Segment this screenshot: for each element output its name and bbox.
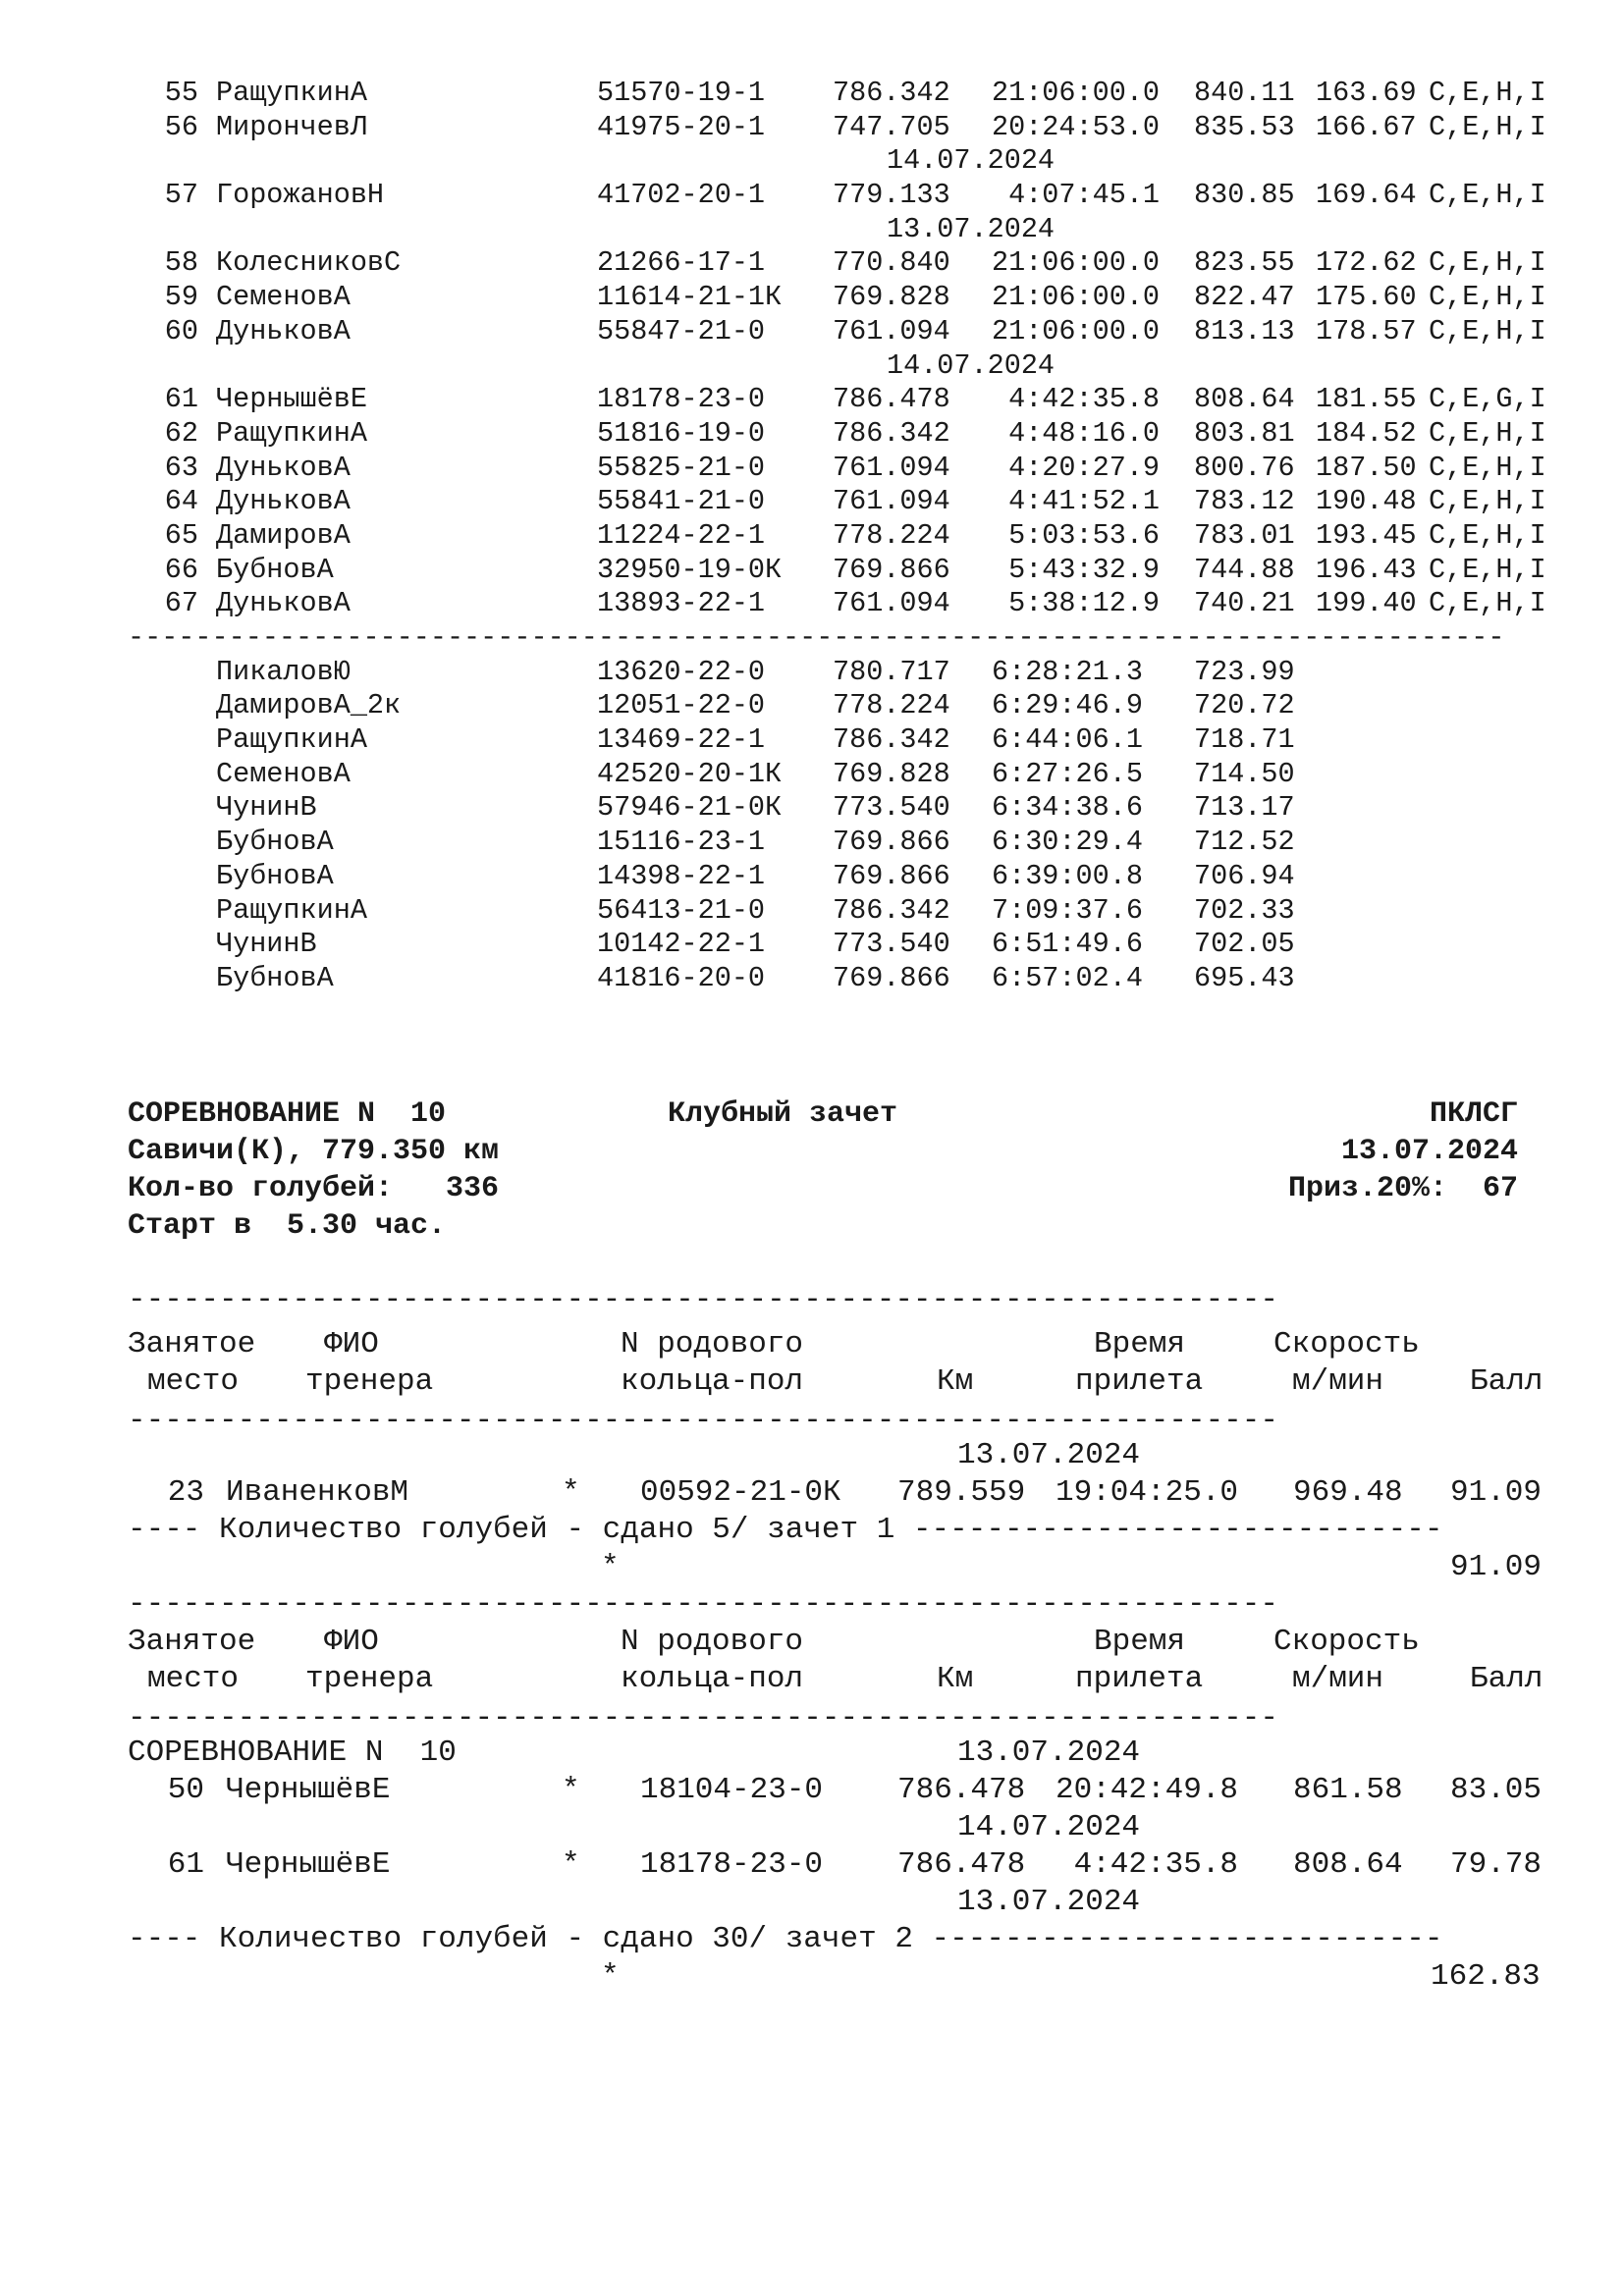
speed: 714.50 bbox=[1194, 757, 1295, 790]
divider: --------------------------------------------------------------- bbox=[128, 1701, 1278, 1735]
category-flags: С,Е,Н,I bbox=[1429, 246, 1546, 280]
category-flags: С,Е,Н,I bbox=[1429, 110, 1546, 143]
place: 58 bbox=[164, 246, 198, 280]
place: 61 bbox=[167, 1847, 204, 1882]
category-flags: С,Е,Н,I bbox=[1429, 518, 1546, 552]
table-row bbox=[128, 689, 1581, 723]
distance-km: 761.094 bbox=[833, 314, 950, 347]
table-row bbox=[128, 452, 1581, 486]
pigeon-count: Кол-во голубей: 336 bbox=[128, 1172, 500, 1205]
total-points: 162.83 bbox=[1431, 1959, 1541, 1994]
prize-count: Приз.20%: 67 bbox=[1287, 1172, 1518, 1205]
trainer-name: ЧернышёвЕ bbox=[226, 1847, 391, 1882]
ring-number: 51570-19-1 bbox=[597, 77, 766, 109]
points: 193.45 bbox=[1316, 518, 1417, 552]
divider: --------------------------------------------------------------- bbox=[128, 1404, 1278, 1438]
trainer-name: БубновА bbox=[216, 553, 334, 586]
summary-line: ---- Количество голубей - сдано 5/ зачет 1 ----------------------------- bbox=[128, 1513, 1443, 1547]
table-row bbox=[128, 656, 1581, 690]
arrival-time: 5:43:32.9 bbox=[992, 553, 1161, 586]
speed: 823.55 bbox=[1194, 246, 1295, 280]
category-flags: С,Е,Н,I bbox=[1429, 587, 1546, 620]
speed: 813.13 bbox=[1194, 314, 1295, 347]
speed: 702.05 bbox=[1194, 928, 1295, 961]
col-header-place-2: место bbox=[147, 1662, 240, 1696]
col-header-ring: N родового bbox=[621, 1327, 804, 1362]
place: 57 bbox=[164, 179, 198, 212]
distance-km: 769.828 bbox=[833, 757, 950, 790]
place: 56 bbox=[164, 110, 198, 143]
date-line bbox=[128, 213, 1581, 247]
speed: 808.64 bbox=[1194, 383, 1295, 416]
trainer-name: ИваненковМ bbox=[226, 1475, 409, 1510]
trainer-name: ЧернышёвЕ bbox=[216, 383, 367, 416]
ring-number: 00592-21-0К bbox=[640, 1475, 841, 1510]
table-row bbox=[128, 587, 1581, 621]
place: 65 bbox=[164, 518, 198, 552]
category-flags: С,Е,Н,I bbox=[1429, 451, 1546, 484]
ring-number: 13620-22-0 bbox=[597, 655, 766, 688]
distance-km: 786.478 bbox=[833, 383, 950, 416]
table-row bbox=[128, 179, 1581, 213]
arrival-time: 20:24:53.0 bbox=[992, 110, 1161, 143]
ring-number: 10142-22-1 bbox=[597, 928, 766, 961]
trainer-name: ЧунинВ bbox=[216, 791, 317, 825]
col-header-place: Занятое bbox=[128, 1625, 256, 1659]
arrival-time: 21:06:00.0 bbox=[992, 77, 1161, 109]
speed: 702.33 bbox=[1194, 893, 1295, 927]
divider: --------------------------------------------------------------- bbox=[128, 1283, 1278, 1317]
speed: 706.94 bbox=[1194, 859, 1295, 892]
distance-km: 769.866 bbox=[833, 859, 950, 892]
speed: 783.01 bbox=[1194, 518, 1295, 552]
results-table bbox=[128, 77, 1581, 996]
arrival-time: 6:28:21.3 bbox=[992, 655, 1143, 688]
category-flags: С,Е,Н,I bbox=[1429, 314, 1546, 347]
arrival-time: 21:06:00.0 bbox=[992, 314, 1161, 347]
category-flags: С,Е,Н,I bbox=[1429, 485, 1546, 518]
total-star: * bbox=[601, 1959, 620, 1994]
distance-km: 761.094 bbox=[833, 451, 950, 484]
trainer-name: БубновА bbox=[216, 961, 334, 994]
col-header-speed: Скорость bbox=[1273, 1625, 1420, 1659]
speed: 840.11 bbox=[1194, 77, 1295, 109]
star-marker: * bbox=[562, 1773, 580, 1807]
ring-number: 41702-20-1 bbox=[597, 179, 766, 212]
table-row bbox=[128, 826, 1581, 860]
trainer-name: ДуньковА bbox=[216, 451, 351, 484]
arrival-time: 7:09:37.6 bbox=[992, 893, 1143, 927]
trainer-name: ЧернышёвЕ bbox=[226, 1773, 391, 1807]
arrival-time: 4:48:16.0 bbox=[992, 416, 1161, 450]
speed: 744.88 bbox=[1194, 553, 1295, 586]
arrival-time: 21:06:00.0 bbox=[992, 246, 1161, 280]
divider-dashes: ---------------------------------------------------------------------------------- bbox=[128, 621, 1505, 654]
table-row bbox=[128, 111, 1581, 145]
col-header-ring: N родового bbox=[621, 1625, 804, 1659]
table-row bbox=[128, 77, 1581, 111]
ring-number: 55825-21-0 bbox=[597, 451, 766, 484]
ring-number: 57946-21-0К bbox=[597, 791, 783, 825]
table-row bbox=[128, 894, 1581, 929]
place: 61 bbox=[164, 383, 198, 416]
points: 199.40 bbox=[1316, 587, 1417, 620]
distance-km: 769.866 bbox=[833, 826, 950, 859]
place: 50 bbox=[167, 1773, 204, 1807]
points: 184.52 bbox=[1316, 416, 1417, 450]
star-marker: * bbox=[562, 1475, 580, 1510]
ring-number: 13893-22-1 bbox=[597, 587, 766, 620]
speed: 740.21 bbox=[1194, 587, 1295, 620]
ring-number: 18104-23-0 bbox=[640, 1773, 824, 1807]
place: 59 bbox=[164, 281, 198, 314]
table-row bbox=[128, 485, 1581, 519]
ring-number: 55841-21-0 bbox=[597, 485, 766, 518]
distance-km: 778.224 bbox=[833, 518, 950, 552]
start-time: Старт в 5.30 час. bbox=[128, 1209, 447, 1243]
ring-number: 21266-17-1 bbox=[597, 246, 766, 280]
col-header-speed-2: м/мин bbox=[1292, 1364, 1384, 1399]
divider bbox=[128, 621, 1581, 656]
arrival-time: 6:44:06.1 bbox=[992, 723, 1143, 757]
distance-km: 770.840 bbox=[833, 246, 950, 280]
table-row bbox=[128, 554, 1581, 588]
ring-number: 56413-21-0 bbox=[597, 893, 766, 927]
table-row bbox=[128, 281, 1581, 315]
distance-km: 773.540 bbox=[833, 791, 950, 825]
place: 55 bbox=[164, 77, 198, 109]
competition-subtitle: Клубный зачет bbox=[668, 1097, 898, 1131]
place: 60 bbox=[164, 314, 198, 347]
arrival-time: 6:29:46.9 bbox=[992, 689, 1143, 722]
arrival-time: 5:03:53.6 bbox=[992, 518, 1161, 552]
distance-km: 786.478 bbox=[897, 1773, 1026, 1807]
speed: 695.43 bbox=[1194, 961, 1295, 994]
ring-number: 11224-22-1 bbox=[597, 518, 766, 552]
trainer-name: РащупкинА bbox=[216, 723, 367, 757]
total-points: 91.09 bbox=[1450, 1550, 1543, 1584]
competition-date: 13.07.2024 bbox=[1340, 1135, 1518, 1168]
distance-km: 786.478 bbox=[897, 1847, 1026, 1882]
arrival-time: 21:06:00.0 bbox=[992, 281, 1161, 314]
distance-km: 786.342 bbox=[833, 723, 950, 757]
trainer-name: ДуньковА bbox=[216, 485, 351, 518]
points: 175.60 bbox=[1316, 281, 1417, 314]
ring-number: 18178-23-0 bbox=[597, 383, 766, 416]
divider: --------------------------------------------------------------- bbox=[128, 1587, 1278, 1622]
col-header-time: Время bbox=[1094, 1327, 1186, 1362]
arrival-time: 6:57:02.4 bbox=[992, 961, 1143, 994]
table-row bbox=[128, 417, 1581, 452]
points: 181.55 bbox=[1316, 383, 1417, 416]
ring-number: 51816-19-0 bbox=[597, 416, 766, 450]
arrival-date: 14.07.2024 bbox=[887, 144, 1056, 178]
star-marker: * bbox=[562, 1847, 580, 1882]
col-header-km: Км bbox=[937, 1364, 974, 1399]
place: 63 bbox=[164, 451, 198, 484]
speed: 800.76 bbox=[1194, 451, 1295, 484]
points: 178.57 bbox=[1316, 314, 1417, 347]
date-line: 13.07.2024 bbox=[957, 1735, 1141, 1770]
points: 169.64 bbox=[1316, 179, 1417, 212]
distance-km: 769.866 bbox=[833, 961, 950, 994]
trainer-name: СеменовА bbox=[216, 757, 351, 790]
col-header-ring-2: кольца-пол bbox=[621, 1364, 804, 1399]
col-header-place: Занятое bbox=[128, 1327, 256, 1362]
col-header-place-2: место bbox=[147, 1364, 240, 1399]
category-flags: С,Е,Н,I bbox=[1429, 553, 1546, 586]
trainer-name: ДамировА bbox=[216, 518, 351, 552]
speed: 830.85 bbox=[1194, 179, 1295, 212]
trainer-name: БубновА bbox=[216, 826, 334, 859]
place: 23 bbox=[167, 1475, 204, 1510]
table-row bbox=[128, 791, 1581, 826]
arrival-time: 6:27:26.5 bbox=[992, 757, 1143, 790]
speed: 808.64 bbox=[1293, 1847, 1403, 1882]
arrival-time: 5:38:12.9 bbox=[992, 587, 1161, 620]
distance-km: 780.717 bbox=[833, 655, 950, 688]
summary-line: ---- Количество голубей - сдано 30/ зачет 2 ---------------------------- bbox=[128, 1922, 1443, 1956]
speed: 822.47 bbox=[1194, 281, 1295, 314]
arrival-time: 19:04:25.0 bbox=[1056, 1475, 1239, 1510]
ring-number: 18178-23-0 bbox=[640, 1847, 824, 1882]
trainer-name: МирончевЛ bbox=[216, 110, 367, 143]
place: 66 bbox=[164, 553, 198, 586]
ring-number: 32950-19-0К bbox=[597, 553, 783, 586]
speed: 835.53 bbox=[1194, 110, 1295, 143]
table-row bbox=[128, 962, 1581, 996]
points: 166.67 bbox=[1316, 110, 1417, 143]
trainer-name: ГорожановН bbox=[216, 179, 385, 212]
distance-km: 773.540 bbox=[833, 928, 950, 961]
trainer-name: РащупкинА bbox=[216, 416, 367, 450]
col-header-points: Балл bbox=[1470, 1364, 1543, 1399]
trainer-name: РащупкинА bbox=[216, 77, 367, 109]
distance-km: 769.828 bbox=[833, 281, 950, 314]
speed: 861.58 bbox=[1293, 1773, 1403, 1807]
category-flags: С,Е,Н,I bbox=[1429, 77, 1546, 109]
col-header-km: Км bbox=[937, 1662, 974, 1696]
trainer-name: ДуньковА bbox=[216, 314, 351, 347]
arrival-date: 13.07.2024 bbox=[887, 212, 1056, 245]
arrival-time: 20:42:49.8 bbox=[1056, 1773, 1239, 1807]
category-flags: С,Е,Н,I bbox=[1429, 179, 1546, 212]
ring-number: 14398-22-1 bbox=[597, 859, 766, 892]
category-flags: С,Е,G,I bbox=[1429, 383, 1546, 416]
speed: 718.71 bbox=[1194, 723, 1295, 757]
section-title: СОРЕВНОВАНИЕ N 10 bbox=[128, 1735, 457, 1770]
points: 79.78 bbox=[1450, 1847, 1543, 1882]
table-row bbox=[128, 519, 1581, 554]
speed: 723.99 bbox=[1194, 655, 1295, 688]
table-row bbox=[128, 860, 1581, 894]
points: 83.05 bbox=[1450, 1773, 1543, 1807]
col-header-ring-2: кольца-пол bbox=[621, 1662, 804, 1696]
points: 163.69 bbox=[1316, 77, 1417, 109]
arrival-time: 4:07:45.1 bbox=[992, 179, 1161, 212]
competition-title: СОРЕВНОВАНИЕ N 10 bbox=[128, 1097, 447, 1131]
ring-number: 13469-22-1 bbox=[597, 723, 766, 757]
ring-number: 41816-20-0 bbox=[597, 961, 766, 994]
points: 187.50 bbox=[1316, 451, 1417, 484]
competition-location: Савичи(К), 779.350 км bbox=[128, 1135, 500, 1168]
col-header-speed-2: м/мин bbox=[1292, 1662, 1384, 1696]
date-line bbox=[128, 349, 1581, 384]
points: 190.48 bbox=[1316, 485, 1417, 518]
ring-number: 12051-22-0 bbox=[597, 689, 766, 722]
trainer-name: ЧунинВ bbox=[216, 928, 317, 961]
category-flags: С,Е,Н,I bbox=[1429, 281, 1546, 314]
total-star: * bbox=[601, 1550, 620, 1584]
speed: 969.48 bbox=[1293, 1475, 1403, 1510]
table-row bbox=[128, 315, 1581, 349]
speed: 783.12 bbox=[1194, 485, 1295, 518]
points: 172.62 bbox=[1316, 246, 1417, 280]
distance-km: 786.342 bbox=[833, 416, 950, 450]
arrival-time: 4:20:27.9 bbox=[992, 451, 1161, 484]
date-line bbox=[128, 144, 1581, 179]
distance-km: 779.133 bbox=[833, 179, 950, 212]
table-row bbox=[128, 928, 1581, 962]
trainer-name: СеменовА bbox=[216, 281, 351, 314]
trainer-name: РащупкинА bbox=[216, 893, 367, 927]
place: 62 bbox=[164, 416, 198, 450]
col-header-time-2: прилета bbox=[1075, 1662, 1204, 1696]
date-line: 14.07.2024 bbox=[957, 1810, 1141, 1844]
arrival-time: 6:34:38.6 bbox=[992, 791, 1143, 825]
arrival-time: 4:41:52.1 bbox=[992, 485, 1161, 518]
distance-km: 761.094 bbox=[833, 485, 950, 518]
distance-km: 789.559 bbox=[897, 1475, 1026, 1510]
col-header-points: Балл bbox=[1470, 1662, 1543, 1696]
col-header-fio: ФИО bbox=[324, 1625, 379, 1659]
trainer-name: БубновА bbox=[216, 859, 334, 892]
col-header-speed: Скорость bbox=[1273, 1327, 1420, 1362]
table-row bbox=[128, 383, 1581, 417]
ring-number: 11614-21-1К bbox=[597, 281, 783, 314]
place: 64 bbox=[164, 485, 198, 518]
date-line: 13.07.2024 bbox=[957, 1885, 1141, 1919]
place: 67 bbox=[164, 587, 198, 620]
col-header-time-2: прилета bbox=[1075, 1364, 1204, 1399]
arrival-time: 6:39:00.8 bbox=[992, 859, 1143, 892]
organization: ПКЛСГ bbox=[1429, 1097, 1518, 1131]
distance-km: 769.866 bbox=[833, 553, 950, 586]
distance-km: 786.342 bbox=[833, 77, 950, 109]
col-header-fio-2: тренера bbox=[305, 1364, 434, 1399]
arrival-time: 6:51:49.6 bbox=[992, 928, 1143, 961]
points: 91.09 bbox=[1450, 1475, 1543, 1510]
distance-km: 761.094 bbox=[833, 587, 950, 620]
category-flags: С,Е,Н,I bbox=[1429, 416, 1546, 450]
distance-km: 778.224 bbox=[833, 689, 950, 722]
arrival-time: 4:42:35.8 bbox=[992, 383, 1161, 416]
arrival-time: 4:42:35.8 bbox=[1056, 1847, 1239, 1882]
date-line: 13.07.2024 bbox=[957, 1438, 1141, 1472]
ring-number: 42520-20-1К bbox=[597, 757, 783, 790]
col-header-fio-2: тренера bbox=[305, 1662, 434, 1696]
trainer-name: ДамировА_2к bbox=[216, 689, 402, 722]
ring-number: 55847-21-0 bbox=[597, 314, 766, 347]
distance-km: 747.705 bbox=[833, 110, 950, 143]
trainer-name: ДуньковА bbox=[216, 587, 351, 620]
points: 196.43 bbox=[1316, 553, 1417, 586]
arrival-date: 14.07.2024 bbox=[887, 348, 1056, 382]
distance-km: 786.342 bbox=[833, 893, 950, 927]
table-row bbox=[128, 723, 1581, 758]
speed: 713.17 bbox=[1194, 791, 1295, 825]
speed: 720.72 bbox=[1194, 689, 1295, 722]
ring-number: 15116-23-1 bbox=[597, 826, 766, 859]
table-row bbox=[128, 246, 1581, 281]
speed: 712.52 bbox=[1194, 826, 1295, 859]
trainer-name: КолесниковС bbox=[216, 246, 402, 280]
trainer-name: ПикаловЮ bbox=[216, 655, 351, 688]
speed: 803.81 bbox=[1194, 416, 1295, 450]
table-row bbox=[128, 758, 1581, 792]
arrival-time: 6:30:29.4 bbox=[992, 826, 1143, 859]
col-header-fio: ФИО bbox=[324, 1327, 379, 1362]
col-header-time: Время bbox=[1094, 1625, 1186, 1659]
ring-number: 41975-20-1 bbox=[597, 110, 766, 143]
